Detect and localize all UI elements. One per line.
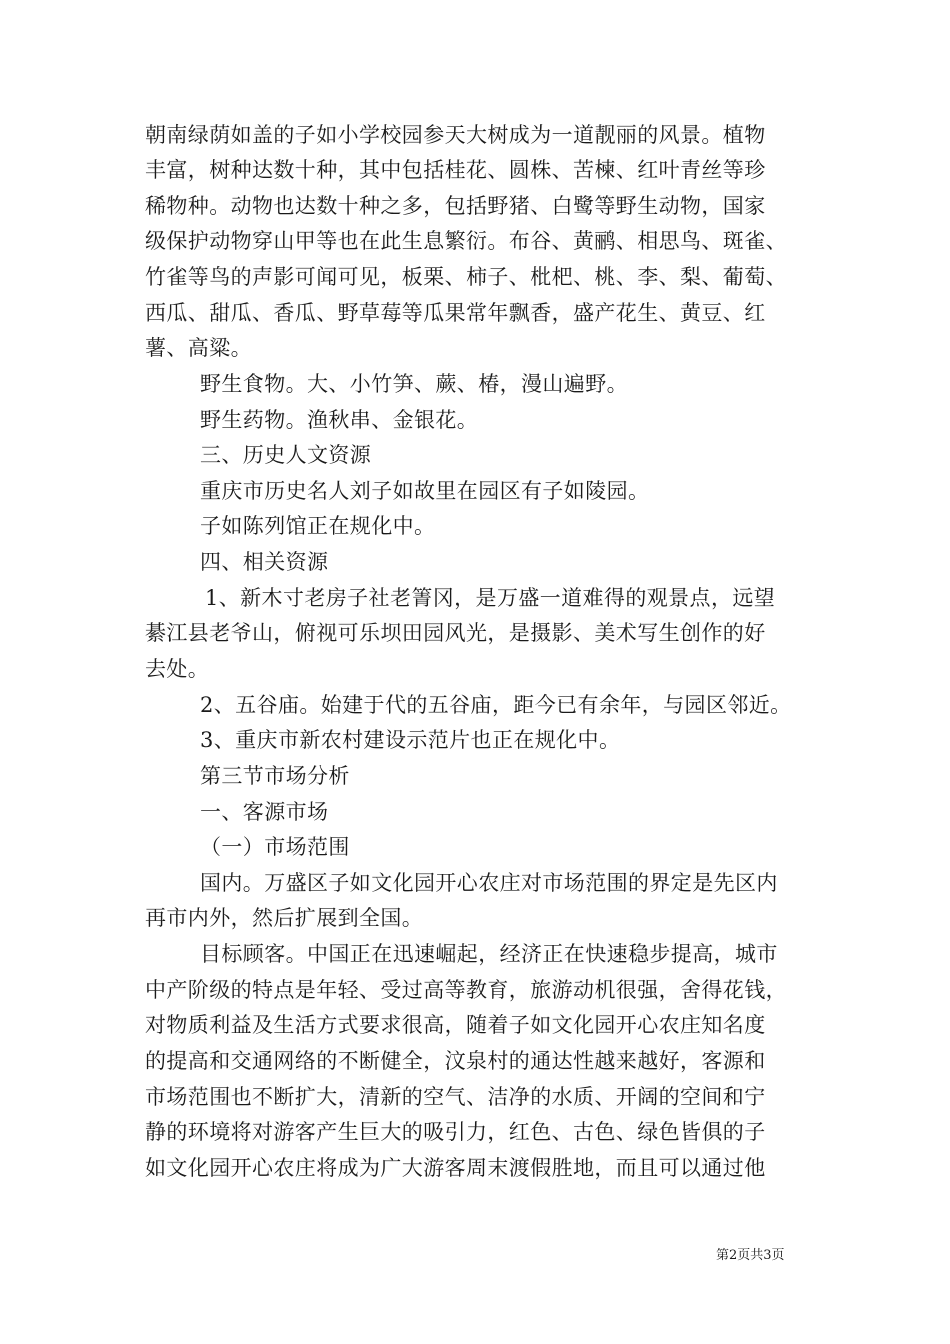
- text-line: 丰富，树种达数十种，其中包括桂花、圆株、苦楝、红叶青丝等珍: [145, 158, 766, 182]
- text-line: 竹雀等鸟的声影可闻可见，板栗、柿子、枇杷、桃、李、梨、葡萄、: [145, 265, 787, 289]
- text-line: 綦江县老爷山，俯视可乐坝田园风光，是摄影、美术写生创作的好: [145, 621, 766, 645]
- section-heading: 三、历史人文资源: [200, 443, 372, 467]
- text-line: 级保护动物穿山甲等也在此生息繁衍。布谷、黄鹂、相思鸟、斑雀、: [145, 229, 787, 253]
- text-line: 市场范围也不断扩大，清新的空气、洁净的水质、开阔的空间和宁: [145, 1085, 766, 1109]
- text-line: 2、五谷庙。始建于代的五谷庙，距今已有余年，与园区邻近。: [200, 693, 792, 717]
- section-heading: 四、相关资源: [200, 550, 329, 574]
- text-line: 国内。万盛区子如文化园开心农庄对市场范围的界定是先区内: [200, 871, 778, 895]
- section-heading: 一、客源市场: [200, 800, 329, 824]
- section-heading: 第三节市场分析: [200, 764, 350, 788]
- text-line: 野生食物。大、小竹笋、蕨、椿，漫山遍野。: [200, 372, 628, 396]
- text-line: 再市内外，然后扩展到全国。: [145, 906, 424, 930]
- text-line: 野生药物。渔秋串、金银花。: [200, 408, 479, 432]
- text-line: 对物质利益及生活方式要求很高，随着子如文化园开心农庄知名度: [145, 1013, 766, 1037]
- text-line: 子如陈列馆正在规化中。: [200, 514, 436, 538]
- text-line: 中产阶级的特点是年轻、受过高等教育，旅游动机很强，舍得花钱，: [145, 978, 787, 1002]
- page-number: 第2页共3页: [716, 1248, 785, 1263]
- text-line: 3、重庆市新农村建设示范片也正在规化中。: [200, 728, 621, 752]
- text-line: 朝南绿荫如盖的子如小学校园参天大树成为一道靓丽的风景。植物: [145, 123, 766, 147]
- text-line: 1、新木寸老房子社老箐冈，是万盛一道难得的观景点，远望: [205, 586, 776, 610]
- text-line: 重庆市历史名人刘子如故里在园区有子如陵园。: [200, 479, 650, 503]
- text-line: 去处。: [145, 657, 210, 681]
- text-line: 静的环境将对游客产生巨大的吸引力，红色、古色、绿色皆俱的子: [145, 1120, 766, 1144]
- text-line: 目标顾客。中国正在迅速崛起，经济正在快速稳步提高，城市: [200, 942, 778, 966]
- text-line: 稀物种。动物也达数十种之多，包括野猪、白鹭等野生动物，国家: [145, 194, 766, 218]
- text-line: 薯、高粱。: [145, 336, 252, 360]
- section-heading: （一）市场范围: [200, 835, 350, 859]
- text-line: 的提高和交通网络的不断健全，汶泉村的通达性越来越好，客源和: [145, 1049, 766, 1073]
- text-line: 西瓜、甜瓜、香瓜、野草莓等瓜果常年飘香，盛产花生、黄豆、红: [145, 301, 766, 325]
- text-line: 如文化园开心农庄将成为广大游客周末渡假胜地，而且可以通过他: [145, 1156, 766, 1180]
